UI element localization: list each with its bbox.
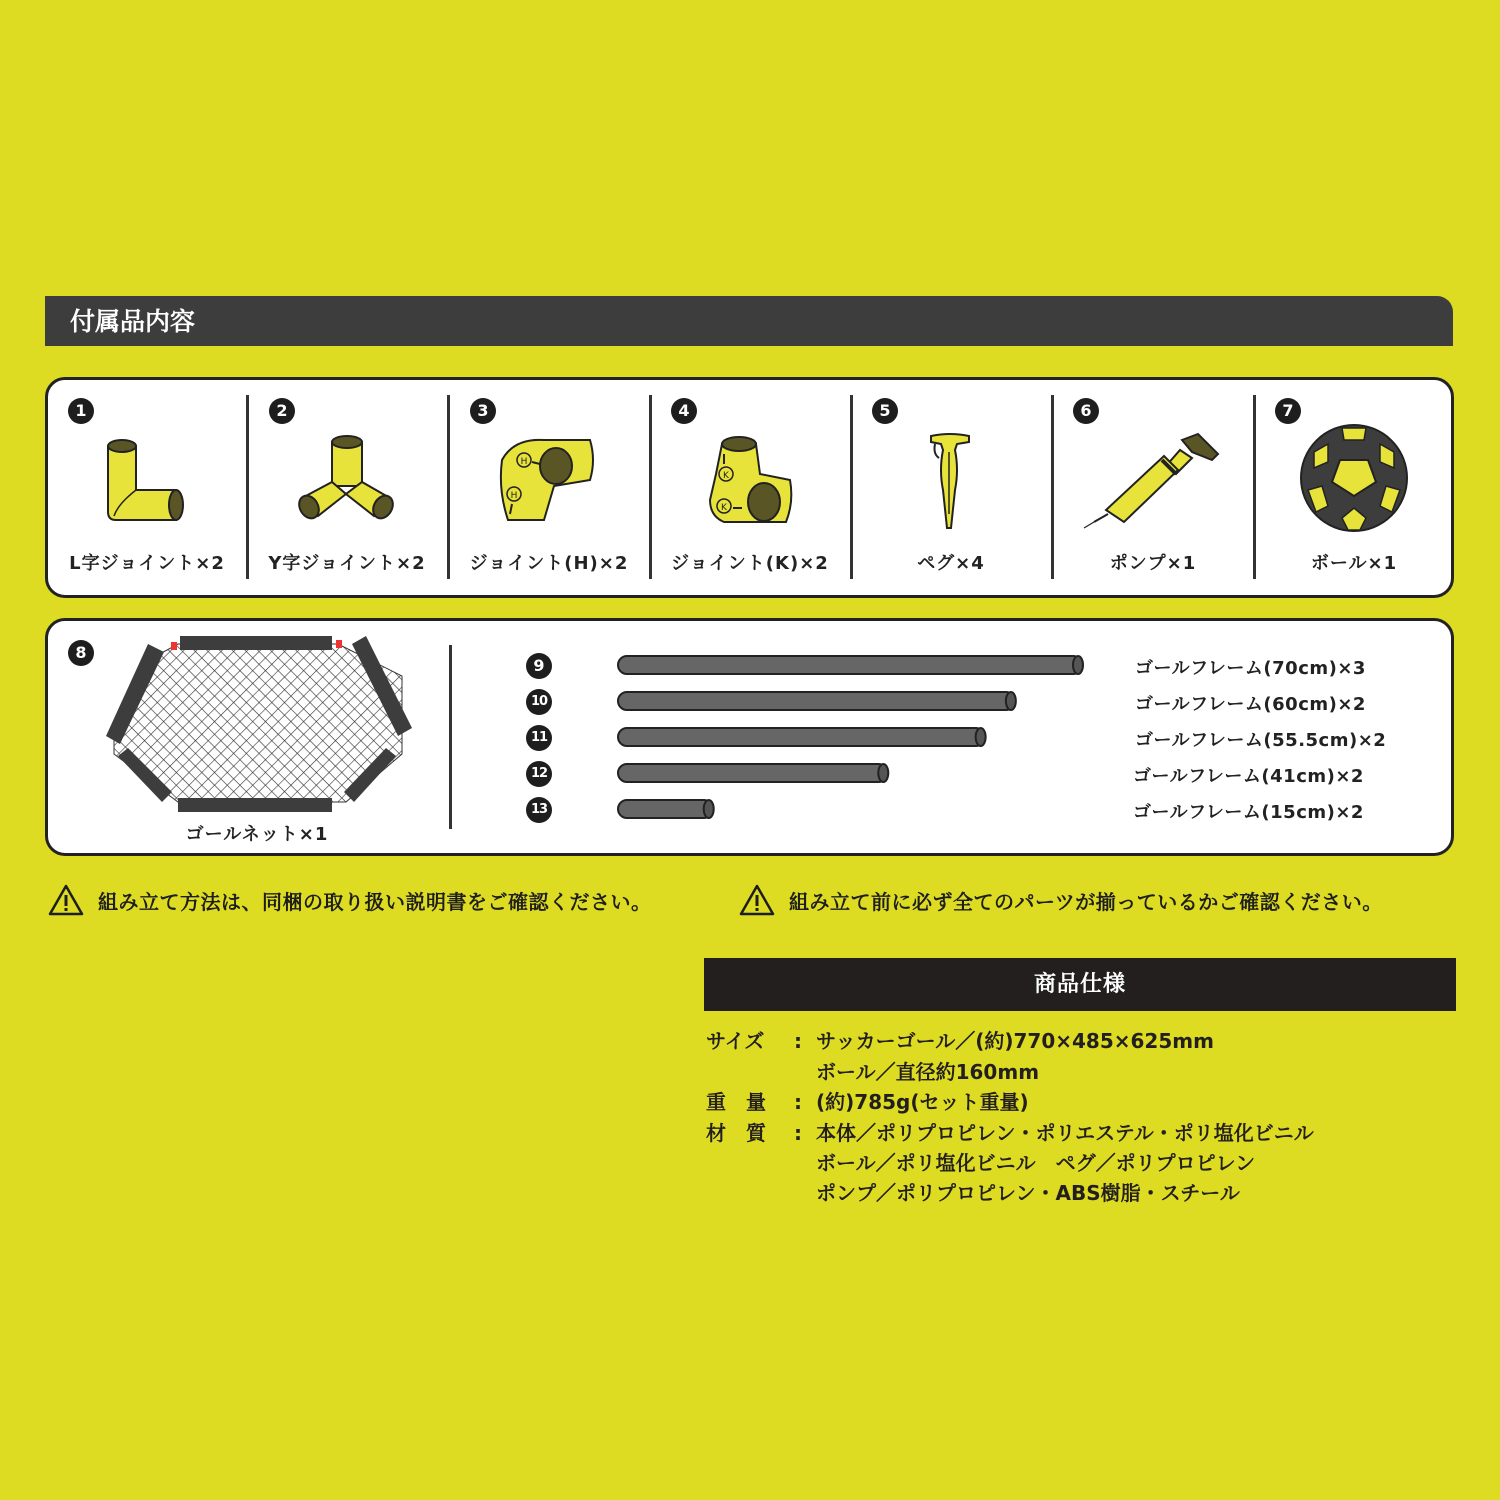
warning-parts-check [739, 884, 1383, 916]
part-label-3: ジョイント(H)×2 [469, 553, 629, 574]
spec-value-material-pump: ポンプ／ポリプロピレン・ABS樹脂・スチール [816, 1181, 1240, 1205]
svg-text:K: K [723, 471, 729, 481]
divider [449, 645, 452, 829]
frame-tube-9 [618, 656, 1082, 674]
part-number-4: 4 [671, 398, 697, 424]
spec-label-size: サイズ [706, 1029, 765, 1053]
frame-label-11: ゴールフレーム(55.5cm)×2 [1135, 730, 1387, 751]
frame-tube-end-12 [878, 764, 888, 782]
frame-tubes [610, 650, 1100, 830]
spec-colon: : [794, 1121, 802, 1145]
spec-value-material-ball-peg: ボール／ポリ塩化ビニル ペグ／ポリプロピレン [816, 1151, 1256, 1175]
part-number-8: 8 [68, 640, 94, 666]
svg-text:H: H [520, 457, 528, 467]
part-number-12: 12 [526, 761, 552, 787]
part-label-4: ジョイント(K)×2 [671, 553, 829, 574]
frame-tube-13 [618, 800, 713, 818]
frame-tube-end-10 [1006, 692, 1016, 710]
part-label-7: ボール×1 [1310, 553, 1398, 574]
spec-colon: : [794, 1029, 802, 1053]
spec-title: 商品仕様 [704, 958, 1456, 1011]
part-number-5: 5 [872, 398, 898, 424]
y-joint-icon [290, 432, 402, 528]
warning-text-2: 組み立て前に必ず全てのパーツが揃っているかご確認ください。 [789, 889, 1383, 914]
warning-icon [48, 884, 84, 916]
spec-value-weight: (約)785g(セット重量) [816, 1090, 1029, 1114]
frame-tube-end-11 [976, 728, 986, 746]
section-title: 付属品内容 [70, 307, 196, 336]
warning-text-1: 組み立て方法は、同梱の取り扱い説明書をご確認ください。 [98, 889, 652, 914]
frame-label-9: ゴールフレーム(70cm)×3 [1135, 658, 1366, 679]
frame-tube-12 [618, 764, 887, 782]
part-number-11: 11 [526, 725, 552, 751]
k-joint-icon [700, 430, 800, 530]
frame-tube-11 [618, 728, 985, 746]
svg-text:H: H [510, 491, 518, 501]
part-number-10: 10 [526, 689, 552, 715]
spec-value-material-body: 本体／ポリプロピレン・ポリエステル・ポリ塩化ビニル [816, 1121, 1314, 1145]
ball-icon [1298, 422, 1410, 534]
spec-value-size: サッカーゴール／(約)770×485×625mm [816, 1029, 1214, 1053]
part-number-6: 6 [1073, 398, 1099, 424]
part-label-2: Y字ジョイント×2 [268, 553, 426, 574]
spec-label-weight: 重 量 [706, 1090, 766, 1114]
pump-icon [1080, 430, 1225, 530]
spec-value-ball-size: ボール／直径約160mm [816, 1060, 1040, 1084]
frame-label-13: ゴールフレーム(15cm)×2 [1133, 802, 1364, 823]
part-label-5: ペグ×4 [917, 553, 985, 574]
part-number-3: 3 [470, 398, 496, 424]
spec-colon: : [794, 1090, 802, 1114]
warning-assembly [48, 884, 652, 916]
part-number-2: 2 [269, 398, 295, 424]
frame-tube-end-9 [1073, 656, 1083, 674]
frame-tube-end-13 [704, 800, 714, 818]
h-joint-icon [494, 430, 604, 530]
section-header-bar [45, 296, 1453, 346]
part-number-7: 7 [1275, 398, 1301, 424]
frame-tube-10 [618, 692, 1015, 710]
svg-text:K: K [721, 503, 727, 513]
warning-icon [739, 884, 775, 916]
frame-label-12: ゴールフレーム(41cm)×2 [1133, 766, 1364, 787]
peg-icon [925, 430, 975, 532]
l-joint-icon [96, 432, 196, 528]
goal-net-label: ゴールネット×1 [185, 824, 329, 845]
part-number-1: 1 [68, 398, 94, 424]
part-number-9: 9 [526, 653, 552, 679]
goal-net-icon [100, 632, 415, 814]
part-label-6: ポンプ×1 [1109, 553, 1197, 574]
part-label-1: L字ジョイント×2 [69, 553, 225, 574]
spec-label-material: 材 質 [706, 1121, 766, 1145]
frame-label-10: ゴールフレーム(60cm)×2 [1135, 694, 1366, 715]
part-number-13: 13 [526, 797, 552, 823]
